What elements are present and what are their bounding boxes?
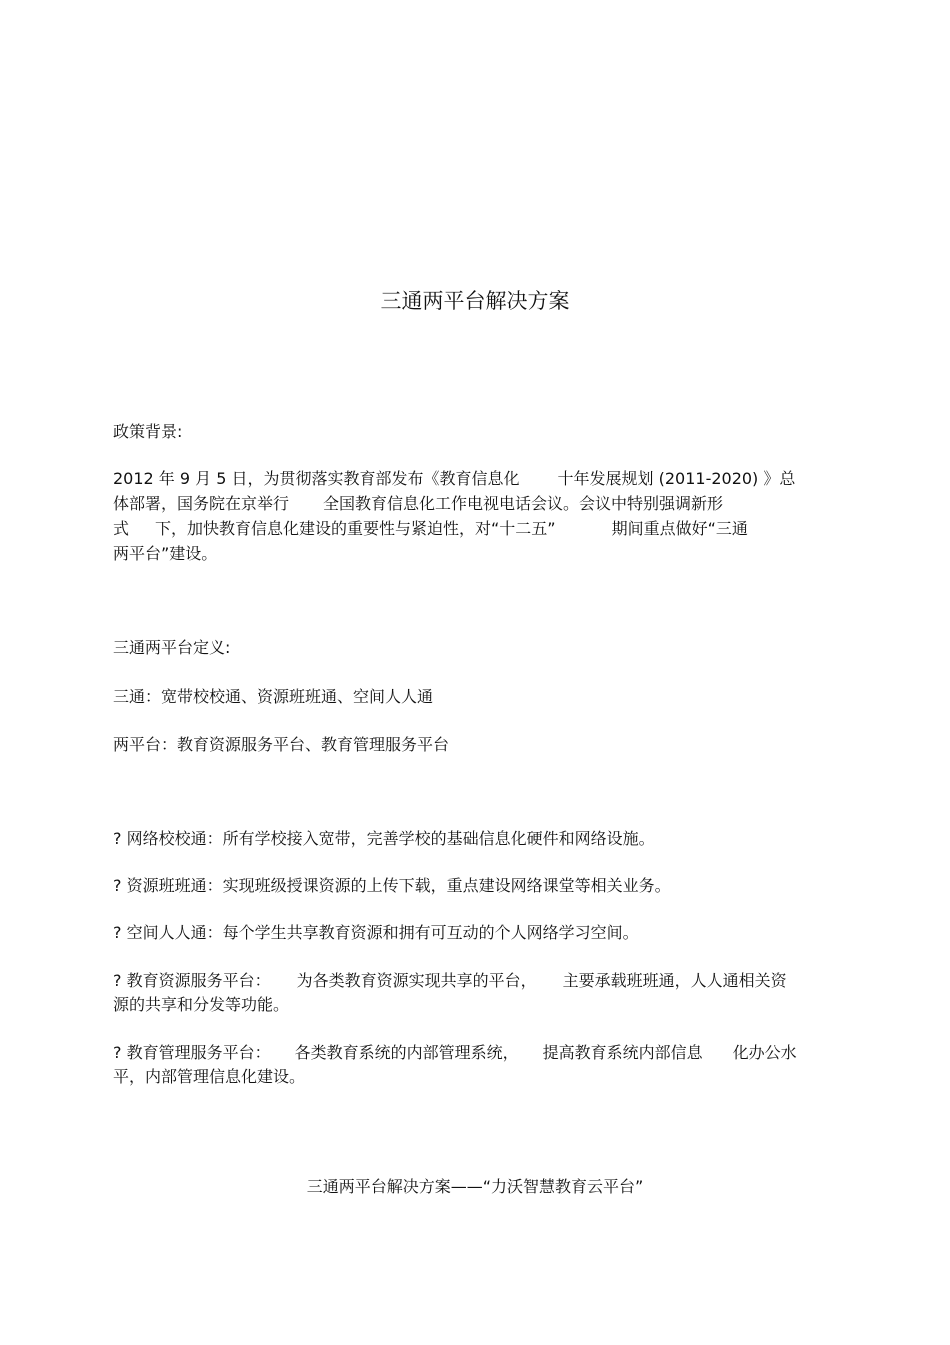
definition-heading: 三通两平台定义: (113, 638, 231, 657)
bullet-text: 主要承载班班通，人人通相关资 (562, 971, 787, 990)
bullet-resource-platform-line-2: 源的共享和分发等功能。 (113, 995, 290, 1014)
policy-text: 全国教育信息化工作电视电话会议。会议中特别强调新形 (323, 494, 724, 513)
policy-heading: 政策背景: (113, 422, 183, 441)
policy-paragraph-line-2 (113, 493, 723, 515)
three-links-definition: 三通：宽带校校通、资源班班通、空间人人通 (113, 687, 434, 706)
bullet-resource-platform-line-1 (113, 970, 787, 992)
bullet-management-platform-line-2: 平，内部管理信息化建设。 (113, 1067, 306, 1086)
two-platforms-definition: 两平台：教育资源服务平台、教育管理服务平台 (113, 735, 450, 754)
solution-subtitle: 三通两平台解决方案——“力沃智慧教育云平台” (306, 1177, 644, 1196)
bullet-text: 为各类教育资源实现共享的平台， (296, 971, 537, 990)
policy-text: 式 (113, 519, 130, 538)
bullet-management-platform-line-1 (113, 1042, 797, 1064)
policy-paragraph-line-1 (113, 468, 795, 490)
page-title: 三通两平台解决方案 (380, 289, 570, 313)
bullet-text: ? 教育管理服务平台： (113, 1043, 271, 1062)
policy-paragraph-line-4: 两平台”建设。 (113, 544, 218, 563)
policy-text: 下，加快教育信息化建设的重要性与紧迫性，对“十二五” (155, 519, 556, 538)
policy-paragraph-line-3 (113, 518, 748, 540)
policy-text: 期间重点做好“三通 (611, 519, 748, 538)
policy-text: 十年发展规划 (2011-2020) 》总 (557, 469, 796, 488)
policy-text: 体部署，国务院在京举行 (113, 494, 290, 513)
bullet-text: 各类教育系统的内部管理系统， (294, 1043, 519, 1062)
policy-text: 2012 年 9 月 5 日，为贯彻落实教育部发布《教育信息化 (113, 469, 520, 488)
bullet-class-resources: ? 资源班班通：实现班级授课资源的上传下载，重点建设网络课堂等相关业务。 (113, 876, 671, 895)
bullet-text: ? 教育资源服务平台： (113, 971, 271, 990)
bullet-text: 提高教育系统内部信息 (542, 1043, 703, 1062)
bullet-text: 化办公水 (732, 1043, 797, 1062)
bullet-personal-space: ? 空间人人通：每个学生共享教育资源和拥有可互动的个人网络学习空间。 (113, 923, 639, 942)
bullet-school-network: ? 网络校校通：所有学校接入宽带，完善学校的基础信息化硬件和网络设施。 (113, 829, 655, 848)
